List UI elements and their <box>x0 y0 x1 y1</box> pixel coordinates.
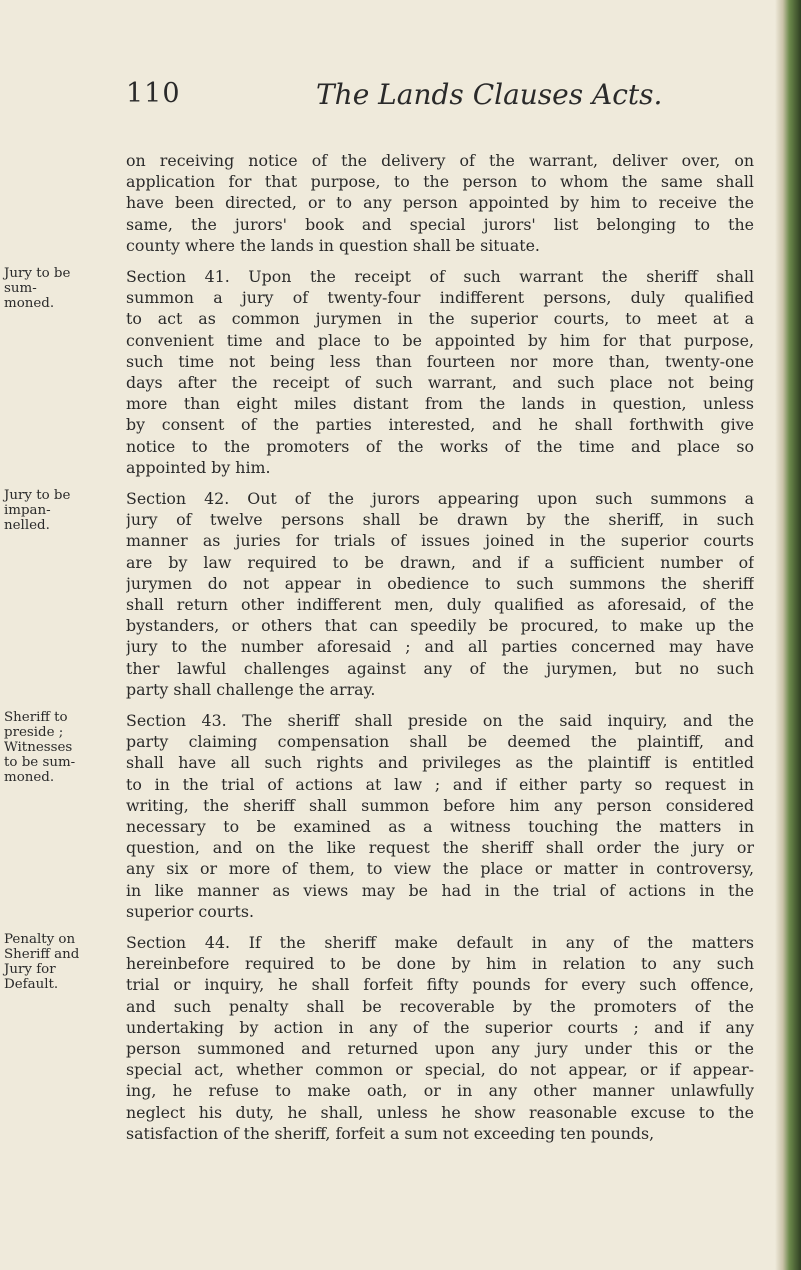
paragraph-text <box>126 710 754 922</box>
side-note-line: Sheriff to <box>4 710 68 725</box>
text-line: notice to the promoters of the works of the time and place so <box>126 436 754 456</box>
text-line: party shall challenge the array. <box>126 679 376 699</box>
paragraph-text <box>126 150 754 256</box>
text-line: writing, the sheriff shall summon before him any person considered <box>126 795 754 815</box>
side-note-line: Jury to be <box>4 266 71 281</box>
side-note-line: to be sum- <box>4 755 76 770</box>
text-line: are by law required to be drawn, and if a sufficient number of <box>126 552 754 572</box>
text-line: necessary to be examined as a witness touching the matters in <box>126 816 754 836</box>
text-line: party claiming compensation shall be deemed the plaintiff, and <box>126 732 754 752</box>
side-note-line: Jury to be <box>4 488 71 503</box>
side-note-line: impan- <box>4 503 51 518</box>
side-note-line: Penalty on <box>4 932 76 947</box>
side-note <box>4 266 96 311</box>
text-line: jury to the number aforesaid ; and all parties concerned may have <box>126 637 754 657</box>
page-number: 110 <box>126 78 181 109</box>
text-line: county where the lands in question shall be situate. <box>126 235 540 255</box>
text-line: undertaking by action in any of the superior courts ; and if any <box>126 1017 754 1037</box>
side-note-line: Jury for <box>4 962 56 977</box>
side-note-line: sum- <box>4 281 37 296</box>
text-line: shall have all such rights and privileges as the plaintiff is entitled <box>126 753 754 773</box>
text-line: superior courts. <box>126 901 254 921</box>
text-line: convenient time and place to be appointed by him for that purpose, <box>126 330 754 350</box>
text-line: ther lawful challenges against any of the jurymen, but no such <box>126 658 754 678</box>
text-line: Section 42. Out of the jurors appearing upon such summons a <box>126 489 754 508</box>
side-note-line: nelled. <box>4 518 50 533</box>
side-note-line: preside ; <box>4 725 64 740</box>
side-note-line: moned. <box>4 770 55 785</box>
text-line: any six or more of them, to view the place or matter in controversy, <box>126 859 754 879</box>
text-line: appointed by him. <box>126 457 271 477</box>
text-line: ing, he refuse to make oath, or in any other manner unlawfully <box>126 1081 754 1101</box>
text-line: and such penalty shall be recoverable by the promoters of the <box>126 996 754 1016</box>
side-note-line: moned. <box>4 296 55 311</box>
side-note-line: Default. <box>4 977 59 992</box>
text-line: Section 41. Upon the receipt of such warrant the sheriff shall <box>126 267 754 286</box>
side-note <box>4 488 96 533</box>
running-title: The Lands Clauses Acts. <box>316 78 663 111</box>
text-line: more than eight miles distant from the lands in question, unless <box>126 394 754 414</box>
text-line: by consent of the parties interested, and he shall forthwith give <box>126 415 754 435</box>
text-line: trial or inquiry, he shall forfeit fifty pounds for every such offence, <box>126 975 754 995</box>
text-line: Section 44. If the sheriff make default in any of the matters <box>126 933 754 952</box>
side-note <box>4 932 96 992</box>
text-line: such time not being less than fourteen nor more than, twenty-one <box>126 351 754 371</box>
text-line: question, and on the like request the sheriff shall order the jury or <box>126 838 754 858</box>
text-line: jury of twelve persons shall be drawn by the sheriff, in such <box>126 510 754 530</box>
side-note-line: Witnesses <box>4 740 73 755</box>
text-line: shall return other indifferent men, duly qualified as aforesaid, of the <box>126 594 754 614</box>
text-line: person summoned and returned upon any jury under this or the <box>126 1038 754 1058</box>
text-line: application for that purpose, to the person to whom the same shall <box>126 172 754 192</box>
side-note-line: Sheriff and <box>4 947 80 962</box>
paragraph-text <box>126 266 754 478</box>
text-line: to in the trial of actions at law ; and if either party so request in <box>126 774 754 794</box>
text-line: have been directed, or to any person appointed by him to receive the <box>126 193 754 213</box>
text-line: satisfaction of the sheriff, forfeit a sum not exceeding ten pounds, <box>126 1123 655 1143</box>
text-line: days after the receipt of such warrant, and such place not being <box>126 372 754 392</box>
text-line: hereinbefore required to be done by him in relation to any such <box>126 954 754 974</box>
text-line: same, the jurors' book and special jurors' list belonging to the <box>126 214 754 234</box>
text-line: on receiving notice of the delivery of the warrant, deliver over, on <box>126 151 754 170</box>
running-head <box>0 78 760 118</box>
text-line: summon a jury of twenty-four indifferent persons, duly qualified <box>126 288 754 308</box>
text-line: to act as common jurymen in the superior courts, to meet at a <box>126 309 754 329</box>
paragraph-text <box>126 488 754 700</box>
paragraph-text <box>126 932 754 1144</box>
text-line: bystanders, or others that can speedily be procured, to make up the <box>126 616 754 636</box>
page-edge-shadow <box>775 0 801 1270</box>
text-line: neglect his duty, he shall, unless he show reasonable excuse to the <box>126 1102 754 1122</box>
text-line: special act, whether common or special, do not appear, or if appear- <box>126 1060 754 1080</box>
side-note <box>4 710 96 785</box>
text-line: manner as juries for trials of issues joined in the superior courts <box>126 531 754 551</box>
text-line: Section 43. The sheriff shall preside on the said inquiry, and the <box>126 711 754 730</box>
text-line: in like manner as views may be had in the trial of actions in the <box>126 880 754 900</box>
text-line: jurymen do not appear in obedience to such summons the sheriff <box>126 573 754 593</box>
